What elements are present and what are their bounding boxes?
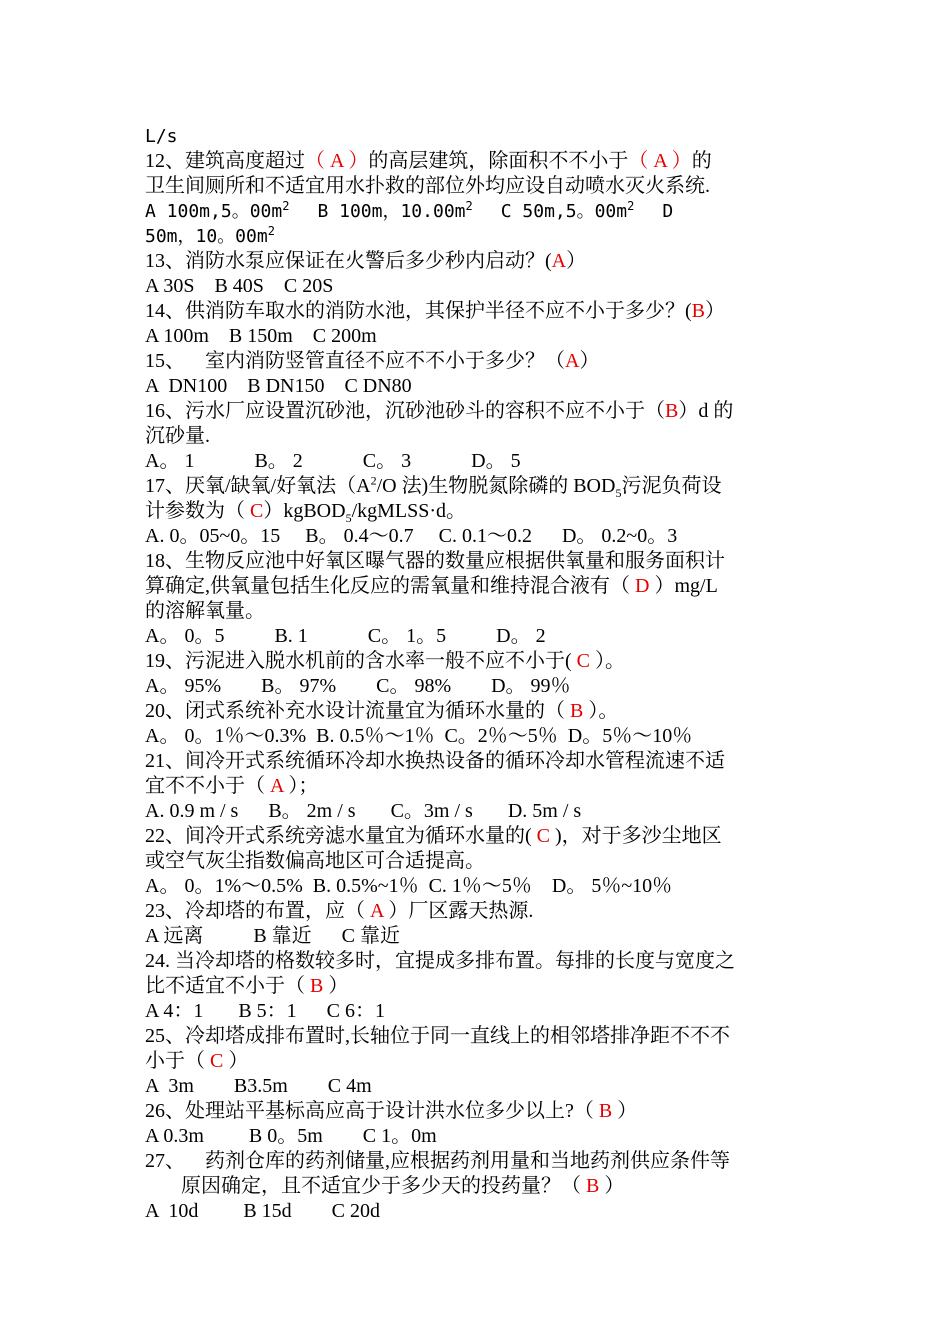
question-18-line1: 18、生物反应池中好氧区曝气器的数量应根据供氧量和服务面积计 (145, 550, 725, 572)
unit-line: L/s (145, 126, 178, 147)
question-16-line1: 16、污水厂应设置沉砂池，沉砂池砂斗的容积不应不小于（B）d 的 (145, 400, 734, 422)
question-12-line1: 12、建筑高度超过（ A ）的高层建筑，除面积不不小于（ A ）的 (145, 150, 712, 172)
options-23: A 远离 B 靠近 C 靠近 (145, 925, 401, 947)
question-24-line2: 比不适宜不小于（ B ） (145, 975, 349, 997)
options-19: A。 95% B。 97% C。 98% D。 99％ (145, 675, 571, 697)
question-list (145, 124, 810, 1224)
options-15: A DN100 B DN150 C DN80 (145, 375, 412, 397)
options-12-line1: A 100m,5。$00m^2$ B 100m，$10.00m^2$ C 50m,5。$00m^2$ D (145, 199, 674, 222)
question-17-line1: 17、厌氧/缺氧/好氧法（$A^2/O$ 法)生物脱氮除磷的 $BOD_5$污泥负荷设 (145, 473, 722, 500)
options-22: A。 0。1%～0.5% B. 0.5%~1％ C. 1％～5％ D。 5％~10％ (145, 875, 673, 897)
options-20: A。 0。1％～0.3% B. 0.5％～1％ C。2％～5％ D。5％～10％ (145, 725, 693, 747)
options-21: A. 0.9 m / s B。 2m / s C。3m / s D. 5m / s (145, 800, 582, 822)
question-27-line2: 原因确定，且不适宜少于多少天的投药量？（ B ） (181, 1175, 625, 1197)
question-26: 26、处理站平基标高应高于设计洪水位多少以上?（ B ） (145, 1100, 638, 1122)
options-18: A。 0。5 B. 1 C。 1。5 D。 2 (145, 625, 546, 647)
options-17: A. 0。05~0。15 B。 0.4～0.7 C. 0.1～0.2 D。 0.2~0。3 (145, 525, 678, 547)
options-14: A 100m B 150m C 200m (145, 325, 377, 347)
question-25-line2: 小于（ C ） (145, 1050, 249, 1072)
options-27: A 10d B 15d C 20d (145, 1200, 381, 1222)
question-12-line2: 卫生间厕所和不适宜用水扑救的部位外均应设自动喷水灭火系统. (145, 175, 710, 197)
options-26: A 0.3m B 0。5m C 1。0m (145, 1125, 437, 1147)
question-27-line1: 27、 药剂仓库的药剂储量,应根据药剂用量和当地药剂供应条件等 (145, 1150, 730, 1172)
question-22-line1: 22、间冷开式系统旁滤水量宜为循环水量的( C )，对于多沙尘地区 (145, 825, 722, 847)
options-16: A。 1 B。 2 C。 3 D。 5 (145, 450, 521, 472)
question-13: 13、消防水泵应保证在火警后多少秒内启动？(A） (145, 250, 587, 272)
question-22-line2: 或空气灰尘指数偏高地区可合适提高。 (145, 850, 485, 872)
question-23: 23、冷却塔的布置，应（ A ）厂区露天热源. (145, 900, 534, 922)
options-25: A 3m B3.5m C 4m (145, 1075, 372, 1097)
question-18-line3: 的溶解氧量。 (145, 600, 265, 622)
question-21-line2: 宜不不小于（ A ）； (145, 775, 319, 797)
options-24: A 4：1 B 5：1 C 6：1 (145, 1000, 386, 1022)
question-18-line2: 算确定,供氧量包括生化反应的需氧量和维持混合液有（ D ）mg/L (145, 575, 718, 597)
question-14: 14、供消防车取水的消防水池，其保护半径不应不小于多少？(B） (145, 300, 726, 322)
question-16-line2: 沉砂量. (145, 425, 210, 447)
question-19: 19、污泥进入脱水机前的含水率一般不应不小于( C ）。 (145, 650, 626, 672)
question-15: 15、 室内消防竖管直径不应不不小于多少？（A） (145, 350, 600, 372)
question-25-line1: 25、冷却塔成排布置时,长轴位于同一直线上的相邻塔排净距不不不 (145, 1025, 730, 1047)
question-24-line1: 24. 当冷却塔的格数较多时，宜提成多排布置。每排的长度与宽度之 (145, 950, 735, 972)
question-17-line2: 计参数为（ C）kgBOD$_5$/kgMLSS·d。 (145, 500, 467, 525)
question-21-line1: 21、间冷开式系统循环冷却水换热设备的循环冷却水管程流速不适 (145, 750, 725, 772)
options-13: A 30S B 40S C 20S (145, 275, 334, 297)
options-12-line2: 50m，10。$00m^2$ (145, 224, 275, 247)
question-20: 20、闭式系统补充水设计流量宜为循环水量的（ B ）。 (145, 700, 619, 722)
